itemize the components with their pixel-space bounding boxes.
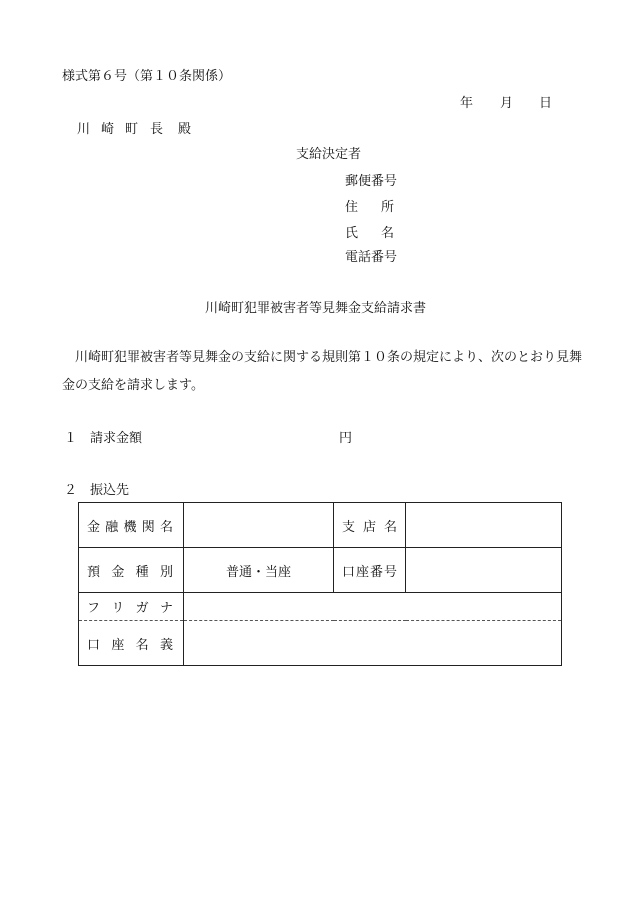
address-label: 住 所 (345, 200, 395, 215)
addressee-char-2: 崎 (101, 122, 115, 137)
form-number: 様式第６号（第１０条関係） (62, 69, 232, 84)
branch-name-field[interactable] (406, 503, 562, 548)
request-statement-line-1: 川崎町犯罪被害者等見舞金の支給に関する規則第１０条の規定により、次のとおり見舞 (75, 350, 583, 365)
furigana-field[interactable] (184, 593, 562, 621)
addressee-honorific: 殿 (178, 122, 192, 137)
addressee-char-3: 町 (125, 122, 139, 137)
applicant-heading: 支給決定者 (296, 147, 362, 162)
phone-label: 電話番号 (345, 250, 398, 265)
postal-code-label: 郵便番号 (345, 174, 398, 189)
section-1-label: 請求金額 (90, 431, 143, 446)
furigana-label: フ リ ガ ナ (79, 593, 184, 621)
account-holder-label: 口 座 名 義 (79, 621, 184, 666)
name-label: 氏 名 (345, 226, 395, 241)
date-year-label: 年 (460, 96, 474, 111)
account-number-field[interactable] (406, 548, 562, 593)
table-row (79, 503, 562, 548)
addressee-char-4: 長 (150, 122, 164, 137)
transfer-destination-table (78, 502, 562, 666)
document-title: 川崎町犯罪被害者等見舞金支給請求書 (205, 301, 427, 316)
section-2-number: ２ (64, 483, 78, 498)
table-row (79, 548, 562, 593)
deposit-type-label: 預 金 種 別 (79, 548, 184, 593)
bank-name-label: 金 融 機 関 名 (79, 503, 184, 548)
account-holder-field[interactable] (184, 621, 562, 666)
request-statement-line-2: 金の支給を請求します。 (62, 378, 204, 393)
table-row (79, 593, 562, 621)
table-row (79, 621, 562, 666)
bank-name-field[interactable] (184, 503, 334, 548)
account-number-label: 口 座 番 号 (334, 548, 406, 593)
amount-unit: 円 (339, 431, 353, 446)
branch-name-label: 支 店 名 (334, 503, 406, 548)
section-2-label: 振込先 (90, 483, 130, 498)
section-1-number: １ (64, 431, 78, 446)
deposit-type-value[interactable]: 普通・当座 (184, 548, 334, 593)
request-statement (62, 344, 583, 400)
addressee-char-1: 川 (77, 122, 91, 137)
date-month-label: 月 (500, 96, 514, 111)
date-day-label: 日 (539, 96, 553, 111)
